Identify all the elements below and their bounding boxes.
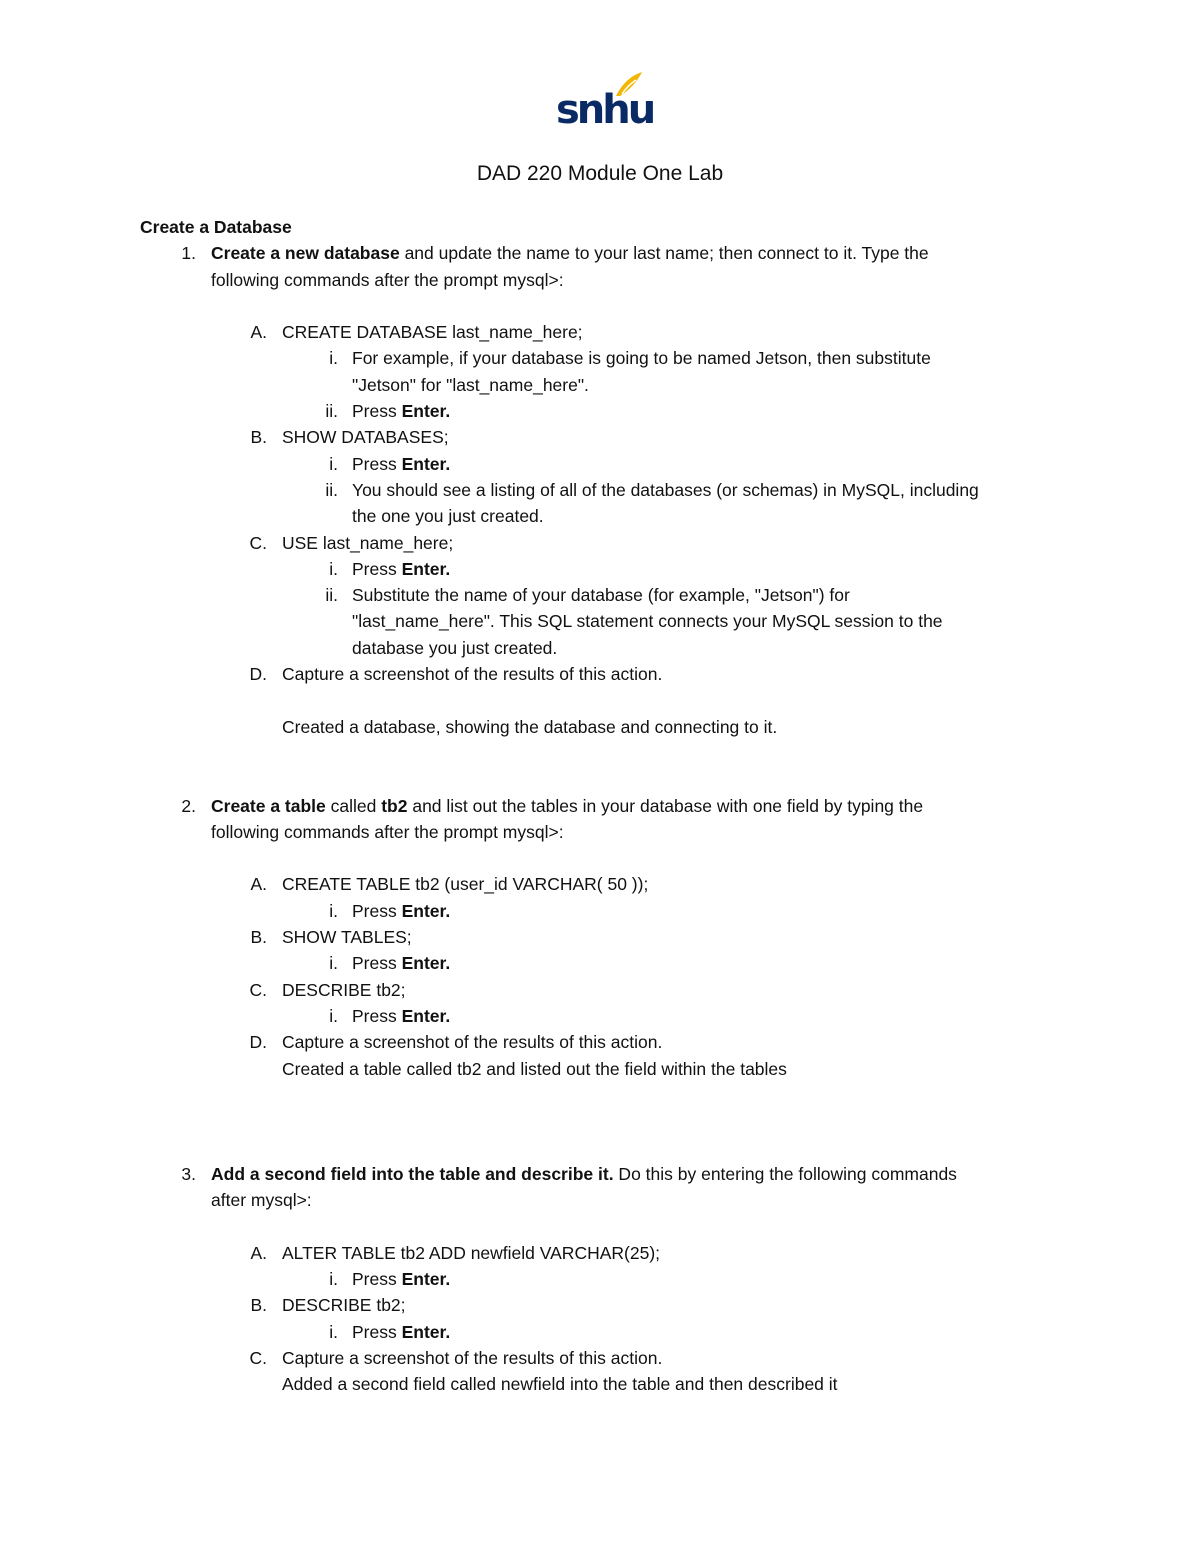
sub-sub-marker: i. (329, 558, 338, 579)
sub-step-text: SHOW DATABASES; (282, 427, 449, 448)
page-title: DAD 220 Module One Lab (476, 162, 724, 185)
sub-sub-step (140, 477, 1060, 503)
step-text: and list out the tables in your database with one field by typing the (407, 795, 924, 816)
sub-step-text: DESCRIBE tb2; (282, 1295, 406, 1316)
step-text-line: after mysql>: (211, 1190, 312, 1211)
sub-step (140, 924, 1060, 950)
sub-sub-text: Press (352, 900, 402, 921)
sub-sub-text: Press (352, 1321, 402, 1342)
sub-sub-marker: i. (329, 900, 338, 921)
sub-step-marker: A. (250, 874, 267, 895)
sub-sub-text: Press (352, 453, 402, 474)
sub-step (140, 661, 1060, 687)
sub-sub-marker: i. (329, 1268, 338, 1289)
sub-step-text: DESCRIBE tb2; (282, 979, 406, 1000)
step-title: Create a new database (211, 243, 400, 264)
sub-sub-text: You should see a listing of all of the databases (or schemas) in MySQL, including (352, 479, 979, 500)
sub-step-text: SHOW TABLES; (282, 927, 412, 948)
step-text-line: following commands after the prompt mysql>: (211, 821, 564, 842)
punctuation: . (445, 900, 451, 921)
sub-step (140, 1240, 1060, 1266)
enter-key-label: Enter (401, 401, 446, 422)
enter-key-label: Enter (401, 1321, 446, 1342)
sub-sub-step (140, 1266, 1060, 1292)
sub-sub-text: For example, if your database is going to be named Jetson, then substitute (352, 348, 931, 369)
enter-key-label: Enter (401, 900, 446, 921)
step-number: 3. (181, 1163, 196, 1184)
step-1 (140, 240, 1060, 266)
sub-sub-text: Press (352, 953, 402, 974)
table-name: tb2 (381, 795, 408, 816)
sub-sub-marker: i. (329, 1321, 338, 1342)
sub-sub-marker: i. (329, 348, 338, 369)
sub-step-marker: D. (249, 664, 267, 685)
document-body (140, 214, 1060, 1397)
sub-sub-step (140, 398, 1060, 424)
sub-step-marker: A. (250, 322, 267, 343)
answer-note: Created a table called tb2 and listed out the field within the tables (282, 1058, 787, 1079)
sub-sub-marker: ii. (325, 479, 338, 500)
punctuation: . (445, 1321, 451, 1342)
sub-sub-text-line: the one you just created. (352, 506, 544, 527)
sub-sub-step (140, 1319, 1060, 1345)
snhu-logo (548, 70, 654, 134)
sub-sub-marker: i. (329, 453, 338, 474)
sub-step (140, 1345, 1060, 1371)
sub-step-marker: C. (249, 1347, 267, 1368)
punctuation: . (445, 1005, 451, 1026)
sub-sub-text-line: database you just created. (352, 637, 558, 658)
step-title: Create a table (211, 795, 326, 816)
sub-step-marker: C. (249, 979, 267, 1000)
step-2 (140, 793, 1060, 819)
punctuation: . (445, 558, 451, 579)
sub-step-text: CREATE DATABASE last_name_here; (282, 322, 583, 343)
answer-note: Created a database, showing the database and connecting to it. (282, 716, 778, 737)
sub-step-marker: B. (250, 427, 267, 448)
sub-step (140, 424, 1060, 450)
sub-step (140, 977, 1060, 1003)
step-number: 2. (181, 795, 196, 816)
sub-step-text: USE last_name_here; (282, 532, 454, 553)
sub-sub-text: Substitute the name of your database (for example, "Jetson") for (352, 585, 850, 606)
step-title: Add a second field into the table and describe it. (211, 1163, 614, 1184)
sub-sub-step (140, 1003, 1060, 1029)
sub-step-marker: B. (250, 1295, 267, 1316)
logo-wordmark: snhu (556, 87, 654, 133)
punctuation: . (445, 1268, 451, 1289)
sub-sub-step (140, 582, 1060, 608)
sub-step (140, 1292, 1060, 1318)
sub-step-text: Capture a screenshot of the results of this action. (282, 664, 663, 685)
step-text: and update the name to your last name; then connect to it. Type the (399, 243, 929, 264)
sub-step-marker: C. (249, 532, 267, 553)
sub-sub-marker: i. (329, 953, 338, 974)
sub-sub-step (140, 556, 1060, 582)
sub-sub-text-line: "last_name_here". This SQL statement connects your MySQL session to the (352, 611, 943, 632)
enter-key-label: Enter (401, 953, 446, 974)
sub-sub-step (140, 898, 1060, 924)
sub-step-text: CREATE TABLE tb2 (user_id VARCHAR( 50 )); (282, 874, 649, 895)
sub-sub-marker: i. (329, 1005, 338, 1026)
punctuation: . (445, 453, 451, 474)
sub-step-marker: B. (250, 927, 267, 948)
sub-sub-text: Press (352, 1005, 402, 1026)
sub-sub-text: Press (352, 558, 402, 579)
sub-step (140, 871, 1060, 897)
enter-key-label: Enter (401, 1005, 446, 1026)
sub-step (140, 530, 1060, 556)
step-number: 1. (181, 243, 196, 264)
step-text: Do this by entering the following commands (613, 1163, 957, 1184)
step-text-line: following commands after the prompt mysql>: (211, 269, 564, 290)
sub-step-text: ALTER TABLE tb2 ADD newfield VARCHAR(25); (282, 1242, 661, 1263)
sub-sub-step (140, 950, 1060, 976)
sub-step (140, 1029, 1060, 1055)
enter-key-label: Enter (401, 558, 446, 579)
answer-note: Added a second field called newfield into the table and then described it (282, 1374, 838, 1395)
sub-step (140, 319, 1060, 345)
sub-sub-step (140, 345, 1060, 371)
sub-sub-text: Press (352, 1268, 402, 1289)
sub-sub-marker: ii. (325, 401, 338, 422)
sub-step-marker: D. (249, 1032, 267, 1053)
sub-step-text: Capture a screenshot of the results of this action. (282, 1347, 663, 1368)
sub-step-marker: A. (250, 1242, 267, 1263)
enter-key-label: Enter (401, 453, 446, 474)
section-heading: Create a Database (140, 217, 292, 237)
sub-sub-marker: ii. (325, 585, 338, 606)
sub-step-text: Capture a screenshot of the results of this action. (282, 1032, 663, 1053)
step-text: called (325, 795, 382, 816)
enter-key-label: Enter (401, 1268, 446, 1289)
step-3 (140, 1161, 1060, 1187)
sub-sub-text-line: "Jetson" for "last_name_here". (352, 374, 589, 395)
punctuation: . (445, 953, 451, 974)
punctuation: . (445, 401, 451, 422)
sub-sub-text: Press (352, 401, 402, 422)
sub-sub-step (140, 451, 1060, 477)
